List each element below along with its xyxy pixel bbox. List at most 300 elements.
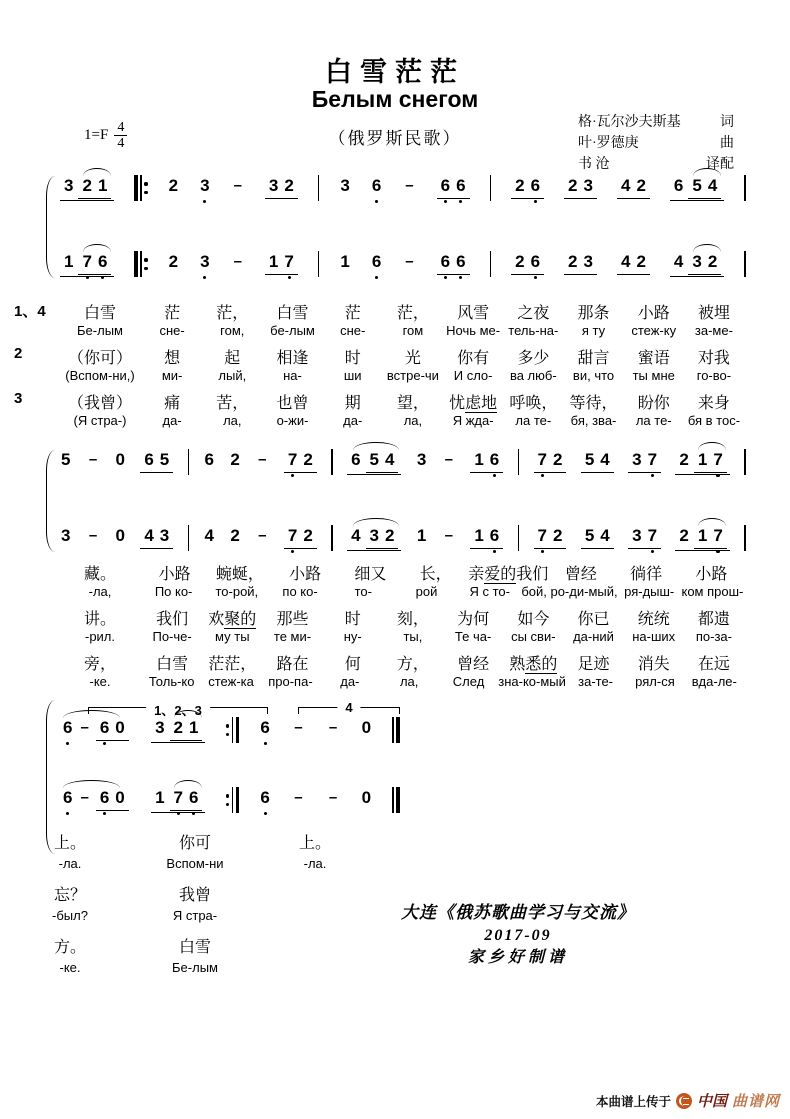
music-note: 6 [530, 176, 541, 195]
music-note: 1 [340, 252, 350, 271]
lyric-cell: ты мне [632, 368, 675, 383]
melisma-underline: 爱的 [484, 566, 517, 583]
publisher-footer [318, 901, 718, 969]
music-note: 6 [440, 252, 451, 271]
volta-label-4: 4 [337, 700, 360, 715]
barline [318, 251, 320, 277]
lyric-cell: стеж-ку [631, 323, 677, 338]
lyric-cell: 消失 [637, 656, 670, 673]
note-group [581, 450, 614, 473]
music-note: 4 [204, 526, 214, 545]
note-group [60, 252, 114, 277]
lyric-cell: за-ме- [694, 323, 733, 338]
lyric-cell: Бе-лым [172, 960, 218, 975]
lyric-cell: 为何 [457, 611, 490, 628]
barline [744, 449, 746, 475]
lyric-cell: По ко- [154, 584, 193, 599]
barline [518, 449, 520, 475]
music-note: 2 [303, 526, 313, 545]
note-group [628, 450, 661, 473]
music-line-voice2 [60, 788, 400, 818]
lyric-row [0, 413, 790, 435]
note-group [694, 526, 727, 549]
system-brace [46, 176, 56, 278]
music-line-voice1 [60, 450, 746, 480]
credit-role: 词 [720, 115, 734, 130]
music-note: 0 [361, 788, 372, 807]
music-note: 5 [369, 450, 379, 469]
lyric-cell: 你有 [457, 350, 490, 367]
note-group [366, 450, 399, 473]
note-group [534, 526, 567, 549]
lyric-cell: да-ний [573, 629, 614, 644]
music-note: 6 [440, 176, 451, 195]
lyric-cell: 忧虑地 [449, 395, 498, 412]
barline [188, 449, 190, 475]
lyric-cell: И сло- [453, 368, 493, 383]
lyric-cell: 相逢 [276, 350, 309, 367]
music-note: 1 [697, 526, 708, 545]
music-note: 7 [713, 450, 723, 469]
dash-note: – [294, 789, 303, 806]
lyric-cell: 甜言 [577, 350, 610, 367]
volta-bracket-1 [88, 703, 268, 718]
music-note: 6 [489, 450, 500, 469]
music-note: 6 [456, 252, 466, 271]
music-note: 2 [568, 252, 578, 271]
slur-arc [693, 244, 721, 252]
dash-note: – [233, 177, 242, 194]
music-note: 6 [99, 718, 110, 737]
lyric-cell: вда-ле- [691, 674, 737, 689]
music-note: 1 [155, 788, 165, 807]
repeat-start-barline [134, 251, 147, 277]
melisma-underline: 悉的 [525, 656, 558, 673]
engraver-line: 家乡好制谱 [467, 949, 568, 966]
lyrics-block-1 [0, 300, 790, 435]
lyric-cell: 统统 [637, 611, 670, 628]
music-note: 3 [583, 252, 593, 271]
lyrics-block-2 [0, 561, 790, 696]
repeat-end-barline [226, 787, 239, 813]
music-note: 6 [530, 252, 541, 271]
music-note: 6 [204, 450, 214, 469]
verse-number: 3 [14, 390, 23, 407]
lyric-cell: -ла. [303, 856, 327, 871]
lyric-cell: зна-ко-мый [498, 674, 566, 689]
note-group [470, 526, 503, 549]
final-barline [392, 717, 400, 743]
music-note: 3 [692, 252, 702, 271]
lyric-cell: Я стра- [172, 908, 218, 923]
music-note: 1 [189, 718, 199, 737]
music-line-voice2 [60, 252, 746, 282]
music-note: 3 [64, 176, 74, 195]
lyric-cell: 风雪 [457, 305, 490, 322]
note-group [60, 718, 131, 741]
lyric-cell: -ке. [59, 960, 81, 975]
music-note: 6 [63, 718, 73, 737]
lyric-row [0, 561, 790, 584]
repeat-start-barline [134, 175, 147, 201]
dash-note: – [405, 177, 414, 194]
verse-number: 2 [14, 345, 23, 362]
key-label: 1=F [84, 127, 109, 144]
lyric-cell: 光 [404, 350, 421, 367]
lyric-cell: Те ча- [454, 629, 492, 644]
note-group [581, 526, 614, 549]
lyric-cell: рял-ся [635, 674, 675, 689]
note-group [151, 788, 205, 813]
lyric-row [0, 674, 790, 696]
lyric-cell: 小路 [695, 566, 728, 583]
lyric-row [0, 629, 790, 651]
music-note: 7 [287, 526, 298, 545]
credit-name: 叶·罗德庚 [578, 136, 639, 151]
music-note: 6 [260, 718, 270, 737]
music-system-1 [60, 176, 746, 282]
music-note: 1 [268, 252, 279, 271]
note-group [96, 788, 129, 811]
music-note: 6 [351, 450, 361, 469]
lyric-cell: по ко- [282, 584, 318, 599]
lyric-cell: Вспом-ни [166, 856, 224, 871]
lyric-cell: го-во- [696, 368, 732, 383]
music-note: 7 [537, 526, 547, 545]
publish-date: 2017-09 [484, 927, 552, 944]
lyric-cell: 也曾 [276, 395, 309, 412]
note-group [265, 176, 298, 199]
publisher-line: 大连《俄苏歌曲学习与交流》 [401, 903, 635, 922]
lyric-cell: бя в тос- [687, 413, 741, 428]
lyric-cell: 曾经 [564, 566, 597, 583]
lyric-row [0, 345, 790, 368]
music-line-voice1 [60, 718, 400, 748]
lyric-cell: -ке. [89, 674, 111, 689]
lyric-cell: ла, [403, 413, 423, 428]
music-note: 1 [697, 450, 708, 469]
lyric-cell: 小路 [637, 305, 670, 322]
lyric-cell: сне- [159, 323, 185, 338]
lyric-cell: встре-чи [386, 368, 439, 383]
lyric-cell: 足迹 [577, 656, 610, 673]
lyric-cell: ви, что [572, 368, 615, 383]
music-note: 3 [200, 176, 210, 195]
lyric-cell: 时 [344, 611, 361, 628]
music-note: 2 [82, 176, 92, 195]
note-group [265, 252, 298, 275]
lyric-cell: ши [343, 368, 362, 383]
lyric-cell: 蜜语 [637, 350, 670, 367]
note-group [670, 252, 724, 277]
music-note: 6 [371, 176, 382, 195]
lyric-row [0, 856, 790, 882]
barline [744, 251, 746, 277]
lyric-cell: -рил. [84, 629, 116, 644]
lyric-row [0, 368, 790, 390]
note-group [617, 176, 650, 199]
lyric-cell: 想 [164, 350, 181, 367]
note-group [534, 450, 567, 473]
lyric-cell: （你可） [67, 350, 132, 367]
music-line-voice1 [60, 176, 746, 206]
lyric-cell: Бе-лым [77, 323, 123, 338]
lyric-cell: 长， [419, 566, 452, 583]
music-note: 7 [713, 526, 723, 545]
lyric-cell: 小路 [158, 566, 191, 583]
lyric-cell: 茫， [216, 305, 249, 322]
lyric-cell: тель-на- [508, 323, 559, 338]
lyric-cell: про-па- [268, 674, 313, 689]
music-note: 0 [361, 718, 372, 737]
lyric-cell: 你可 [178, 835, 211, 852]
lyric-cell: ва люб- [509, 368, 557, 383]
music-note: 7 [647, 526, 658, 545]
lyric-cell: По-че- [152, 629, 192, 644]
music-note: 2 [303, 450, 313, 469]
lyric-cell: 茫 [164, 305, 181, 322]
music-note: 0 [115, 718, 125, 737]
dash-note: – [444, 451, 453, 468]
music-system-2 [60, 450, 746, 556]
lyric-cell: 之夜 [517, 305, 550, 322]
music-note: 3 [61, 526, 71, 545]
barline [331, 525, 333, 551]
watermark-site-name-rest: 曲谱网 [731, 1093, 780, 1110]
credit-row [578, 154, 734, 175]
lyric-cell: (Я стра-) [73, 413, 127, 428]
music-note: 7 [82, 252, 92, 271]
lyric-cell: 徜徉 [630, 566, 663, 583]
music-note: 4 [144, 526, 154, 545]
music-note: 6 [97, 252, 108, 271]
lyric-row [0, 300, 790, 323]
lyric-cell: 白雪 [276, 305, 309, 322]
lyric-cell: 路在 [276, 656, 309, 673]
site-logo-icon [676, 1093, 692, 1109]
lyric-cell: на- [283, 368, 302, 383]
lyric-cell: лый, [218, 368, 247, 383]
barline [318, 175, 320, 201]
music-note: 4 [351, 526, 361, 545]
lyric-cell: да- [340, 674, 360, 689]
lyric-cell: те ми- [273, 629, 312, 644]
lyric-cell: гом, [220, 323, 245, 338]
credit-role: 译配 [706, 157, 734, 172]
music-note: 2 [515, 176, 525, 195]
lyric-cell: гом [402, 323, 424, 338]
lyric-cell: 细又 [354, 566, 387, 583]
music-note: 6 [371, 252, 382, 271]
repeat-dots [144, 251, 147, 277]
dash-note: – [328, 789, 338, 806]
music-note: 2 [230, 526, 240, 545]
music-note: 7 [287, 450, 298, 469]
music-note: 2 [568, 176, 578, 195]
music-note: 6 [260, 788, 270, 807]
music-note: 3 [155, 718, 165, 737]
dash-note: – [258, 451, 267, 468]
note-group [347, 526, 401, 551]
lyric-cell: 白雪 [156, 656, 189, 673]
lyric-cell: 痛 [164, 395, 181, 412]
slur-arc [174, 780, 202, 788]
note-group [140, 526, 173, 549]
music-line-voice2 [60, 526, 746, 556]
music-note: 4 [707, 176, 718, 195]
lyric-cell: 期 [344, 395, 361, 412]
barline [490, 251, 492, 277]
music-note: 6 [63, 788, 73, 807]
time-signature-numerator: 4 [114, 120, 127, 136]
lyric-cell: 讲。 [83, 611, 116, 628]
music-note: 1 [64, 252, 74, 271]
dash-note: – [88, 527, 98, 544]
music-note: 2 [707, 252, 718, 271]
lyric-cell: 那条 [577, 305, 610, 322]
music-note: 2 [168, 176, 179, 195]
lyric-cell: то-рой, [215, 584, 259, 599]
lyric-cell: 你已 [577, 611, 610, 628]
lyric-cell: по-за- [695, 629, 732, 644]
lyric-cell: бой, ро-ди-мый, [521, 584, 618, 599]
music-note: 3 [416, 450, 427, 469]
music-note: 3 [369, 526, 379, 545]
time-signature-denominator: 4 [117, 136, 125, 152]
lyric-cell: ми- [161, 368, 183, 383]
lyric-cell: му ты [215, 629, 250, 644]
music-note: 6 [144, 450, 154, 469]
slur-arc [698, 518, 726, 526]
music-note: 4 [600, 526, 610, 545]
music-note: 0 [115, 526, 125, 545]
music-note: 5 [584, 526, 595, 545]
watermark-prefix: 本曲谱上传于 [595, 1094, 671, 1109]
lyric-cell: 白雪 [178, 939, 211, 956]
lyric-row [0, 651, 790, 674]
lyric-cell: о-жи- [276, 413, 309, 428]
time-signature [114, 120, 127, 152]
lyric-cell: 蜿蜒， [215, 566, 264, 583]
dash-note: – [233, 253, 242, 270]
lyric-cell: 白雪 [83, 305, 116, 322]
music-note: 7 [537, 450, 547, 469]
key-signature [84, 120, 127, 152]
note-group [694, 450, 727, 473]
lyric-cell: 被埋 [697, 305, 730, 322]
music-note: 0 [115, 788, 125, 807]
note-group [170, 788, 203, 811]
note-group [140, 450, 173, 473]
lyric-cell: 呼唤， [509, 395, 558, 412]
music-note: 2 [168, 252, 179, 271]
slur-arc [698, 442, 726, 450]
music-note: 1 [474, 526, 484, 545]
music-note: 0 [115, 450, 125, 469]
lyric-cell: 茫 [344, 305, 361, 322]
note-group [60, 788, 131, 811]
lyric-cell: Толь-ко [148, 674, 195, 689]
music-note: 7 [647, 450, 658, 469]
lyric-cell: на-ших [632, 629, 676, 644]
music-note: 7 [284, 252, 294, 271]
music-note: 3 [632, 526, 642, 545]
music-note: 6 [99, 788, 110, 807]
lyric-cell: за-те- [578, 674, 614, 689]
note-group [78, 176, 111, 199]
music-note: 4 [620, 252, 631, 271]
note-group [366, 526, 399, 549]
repeat-dots [226, 717, 229, 743]
note-group [470, 450, 503, 473]
music-note: 6 [673, 176, 684, 195]
note-group [688, 176, 721, 199]
music-note: 5 [584, 450, 595, 469]
lyric-cell: 茫茫， [208, 656, 257, 673]
barline [518, 525, 520, 551]
music-note: 1 [416, 526, 427, 545]
lyric-cell: 多少 [517, 350, 550, 367]
lyric-row [0, 390, 790, 413]
lyric-cell: ла, [223, 413, 242, 428]
lyric-cell: 那些 [276, 611, 309, 628]
note-group [284, 526, 317, 549]
lyric-cell: 盼你 [637, 395, 670, 412]
volta-label-1: 1、2、3 [146, 700, 210, 719]
volta-row [60, 700, 400, 716]
music-note: 6 [456, 176, 466, 195]
note-group [675, 450, 729, 475]
lyric-cell: 等待， [569, 395, 618, 412]
slur-arc [63, 780, 120, 788]
lyric-cell: ну- [343, 629, 362, 644]
lyric-cell: стеж-ка [208, 674, 254, 689]
lyric-cell: 何 [344, 656, 361, 673]
dash-note: – [405, 253, 414, 270]
lyric-cell: 小路 [289, 566, 322, 583]
credit-row [578, 133, 734, 154]
music-note: 7 [173, 788, 184, 807]
lyric-cell: 旁， [83, 656, 116, 673]
note-group [564, 252, 597, 275]
music-note: 2 [515, 252, 525, 271]
music-note: 3 [583, 176, 593, 195]
music-note: 2 [173, 718, 184, 737]
music-note: 2 [284, 176, 294, 195]
lyric-cell: 茫， [396, 305, 429, 322]
song-title-russian: Белым снегом [311, 86, 479, 112]
note-group [675, 526, 729, 551]
music-note: 2 [636, 252, 646, 271]
verse-number: 1、4 [14, 303, 46, 320]
music-note: 4 [385, 450, 395, 469]
lyric-cell: бя, зва- [570, 413, 617, 428]
note-group [284, 450, 317, 473]
lyric-cell: -был? [52, 908, 88, 923]
lyric-cell: ла те- [635, 413, 672, 428]
lyric-cell: 我曾 [178, 887, 211, 904]
lyric-cell: 在远 [697, 656, 730, 673]
lyric-cell: 苦， [216, 395, 249, 412]
lyric-cell: 望， [396, 395, 429, 412]
music-note: 3 [200, 252, 210, 271]
lyric-row [0, 830, 790, 856]
lyric-cell: ла, [399, 674, 419, 689]
note-group [688, 252, 721, 275]
note-group [437, 252, 470, 275]
dash-note: – [80, 789, 89, 806]
barline [490, 175, 492, 201]
